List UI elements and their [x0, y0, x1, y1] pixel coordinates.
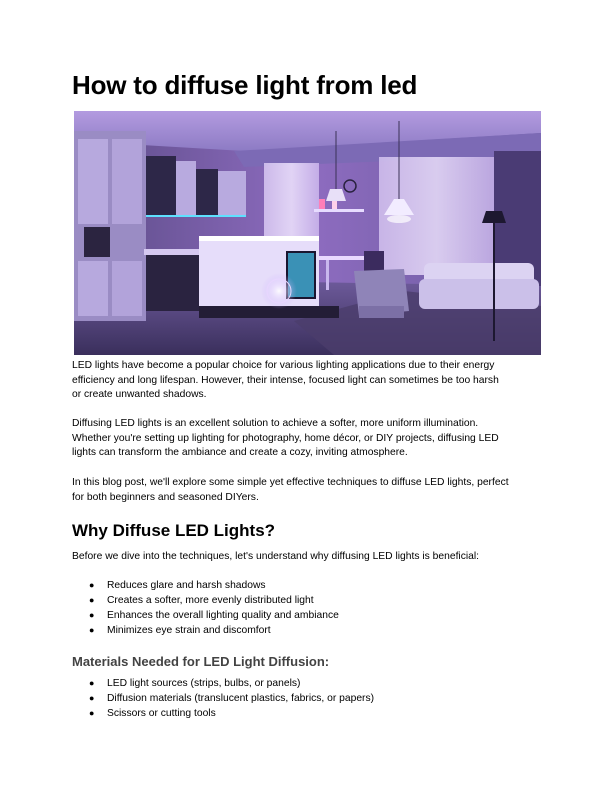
bullet-icon: ● [89, 693, 95, 703]
list-item: ● Enhances the overall lighting quality and ambiance [89, 610, 339, 621]
bullet-icon: ● [89, 625, 95, 635]
bullet-icon: ● [89, 678, 95, 688]
intro-paragraph-3: In this blog post, we'll explore some simple yet effective techniques to diffuse LED lights, perfect for both beginners and seasoned DIYers. [72, 477, 509, 503]
list-item: ● Scissors or cutting tools [89, 708, 216, 719]
hero-image-illustration [74, 111, 541, 355]
list-item: ● Minimizes eye strain and discomfort [89, 625, 271, 636]
bullet-icon: ● [89, 595, 95, 605]
list-item: ● Diffusion materials (translucent plastics, fabrics, or papers) [89, 693, 375, 704]
bullet-icon: ● [89, 708, 95, 718]
hero-image [74, 111, 541, 355]
list-item: ● Creates a softer, more evenly distributed light [89, 595, 314, 606]
list-item: ● LED light sources (strips, bulbs, or panels) [89, 678, 301, 689]
materials-list [72, 676, 542, 721]
section-why-lead: Before we dive into the techniques, let's understand why diffusing LED lights is beneficial: [72, 551, 480, 562]
intro-paragraph-1: LED lights have become a popular choice for various lighting applications due to their energy efficiency and long lifespan. However, their intense, focused light can sometimes be too harsh or create unwanted shadows. [72, 360, 499, 401]
section-heading-materials: Materials Needed for LED Light Diffusion: [72, 654, 330, 669]
benefits-list [72, 578, 542, 638]
list-item: ● Reduces glare and harsh shadows [89, 580, 266, 591]
article-title: How to diffuse light from led [72, 70, 418, 100]
bullet-icon: ● [89, 610, 95, 620]
section-heading-why: Why Diffuse LED Lights? [72, 521, 276, 540]
bullet-icon: ● [89, 580, 95, 590]
intro-paragraph-2: Diffusing LED lights is an excellent solution to achieve a softer, more uniform illumination. Whether you're setting up lighting for photography, home décor, or DIY projects, diffusing LED lights can transform the ambiance and create a cozy, inviting atmosphere. [72, 418, 499, 459]
